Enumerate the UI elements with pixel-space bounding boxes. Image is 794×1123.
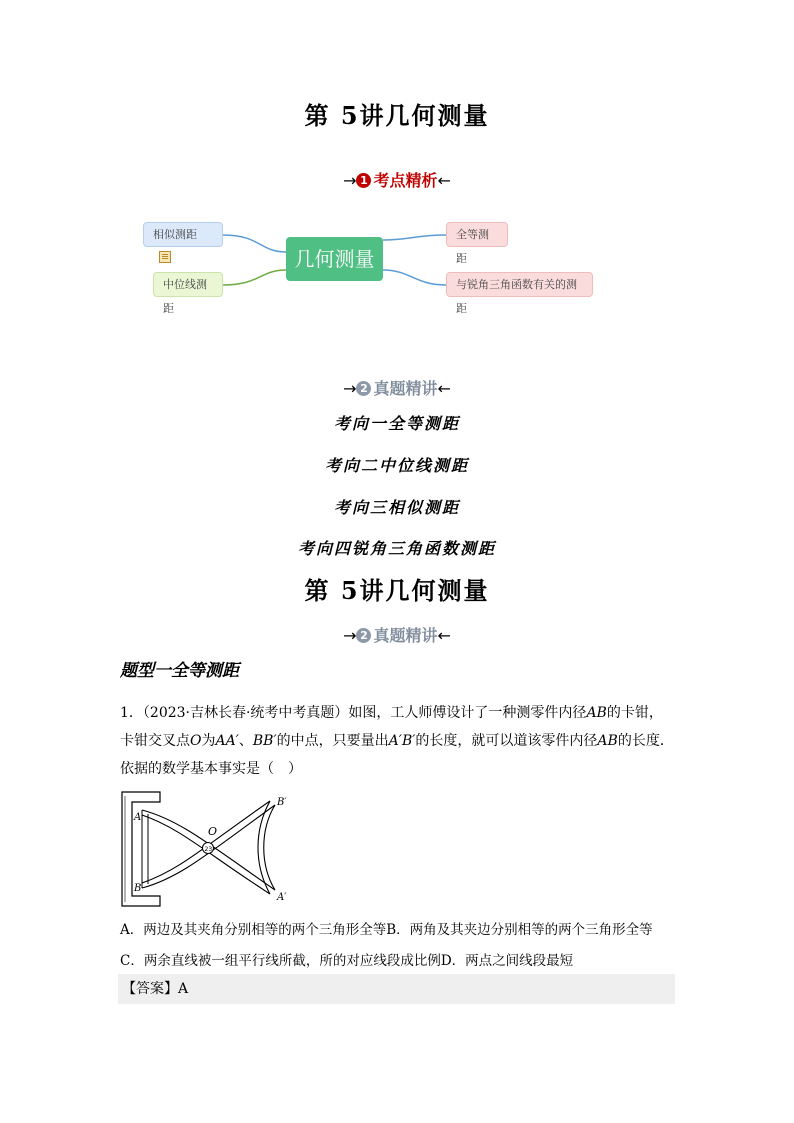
- label-o: O: [208, 825, 218, 838]
- q-part: 的长度．依据的数学基本事实是（ ）: [120, 733, 674, 777]
- direction-item: 考向四锐角三角函数测距: [297, 539, 496, 558]
- q-var: AA′: [215, 733, 239, 749]
- label-a-prime: A′: [277, 892, 287, 903]
- answer-value: A: [178, 981, 189, 997]
- section-label: 考点精析: [373, 171, 438, 190]
- q-var: O: [190, 733, 202, 749]
- section-label: 真题精讲: [373, 379, 438, 398]
- q-part: 为: [201, 733, 216, 749]
- arrow-left-icon: ←: [437, 626, 451, 645]
- q-part: 的长度，就可以道该零件内径: [415, 733, 598, 749]
- number-badge: 2: [356, 628, 371, 643]
- note-icon: [159, 251, 171, 263]
- question-text: [120, 699, 675, 783]
- section-heading-exam-questions: [0, 623, 794, 646]
- direction-item: 考向一全等测距: [333, 414, 460, 433]
- arrow-right-icon: →: [343, 379, 357, 398]
- option-row-1: [120, 918, 653, 938]
- option-c[interactable]: C．两余直线被一组平行线所截，所的对应线段成比例: [120, 953, 441, 969]
- label-a: A: [134, 812, 142, 823]
- page-title: 第 5讲几何测量: [304, 101, 490, 130]
- option-b[interactable]: B．两角及其夹边分别相等的两个三角形全等: [386, 922, 653, 938]
- option-row-2: [120, 949, 573, 969]
- arrow-left-icon: ←: [437, 379, 451, 398]
- mindmap-node-trig: 与锐角三角函数有关的测距: [446, 272, 593, 297]
- arrow-right-icon: →: [343, 626, 357, 645]
- node-label: 相似测距: [153, 228, 197, 241]
- section-label: 真题精讲: [373, 626, 438, 645]
- label-b-prime: B′: [277, 797, 287, 808]
- option-d[interactable]: D．两点之间线段最短: [440, 953, 574, 969]
- answer-label: 【答案】: [122, 981, 178, 997]
- direction-item: 考向二中位线测距: [324, 456, 469, 475]
- number-badge: 2: [356, 381, 371, 396]
- direction-item: 考向三相似测距: [333, 498, 460, 517]
- q-var: AB: [597, 733, 618, 749]
- q-part: 的中点，只要量出: [276, 733, 389, 749]
- q-part: 、: [238, 733, 253, 749]
- page-title-repeat: 第 5讲几何测量: [304, 576, 490, 605]
- q-var: BB′: [252, 733, 277, 749]
- arrow-right-icon: →: [343, 171, 357, 190]
- caliper-figure: [120, 790, 300, 910]
- q-part: 1．（2023·吉林长春·统考中考真题）如图，工人师傅设计了一种测零件内径: [120, 705, 587, 721]
- svg-text:23: 23: [204, 846, 213, 853]
- mindmap-center-node: 几何测量: [286, 237, 383, 281]
- q-var: AB: [586, 705, 607, 721]
- q-var: A′B′: [388, 733, 416, 749]
- label-b: B: [134, 883, 142, 894]
- option-a[interactable]: A．两边及其夹角分别相等的两个三角形全等: [120, 922, 387, 938]
- section-heading-key-points: [0, 168, 794, 191]
- answer-bar: [118, 974, 675, 1004]
- question-type-heading: 题型一全等测距: [120, 661, 239, 681]
- q-part: 的卡钳，卡钳交叉点: [120, 705, 663, 749]
- mindmap-node-congruent: 全等测距: [446, 222, 508, 247]
- arrow-left-icon: ←: [437, 171, 451, 190]
- section-heading-exam-questions: [0, 376, 794, 399]
- number-badge: 1: [356, 173, 371, 188]
- mindmap-node-midline: 中位线测距: [153, 272, 223, 297]
- mindmap-node-similar: [143, 222, 223, 247]
